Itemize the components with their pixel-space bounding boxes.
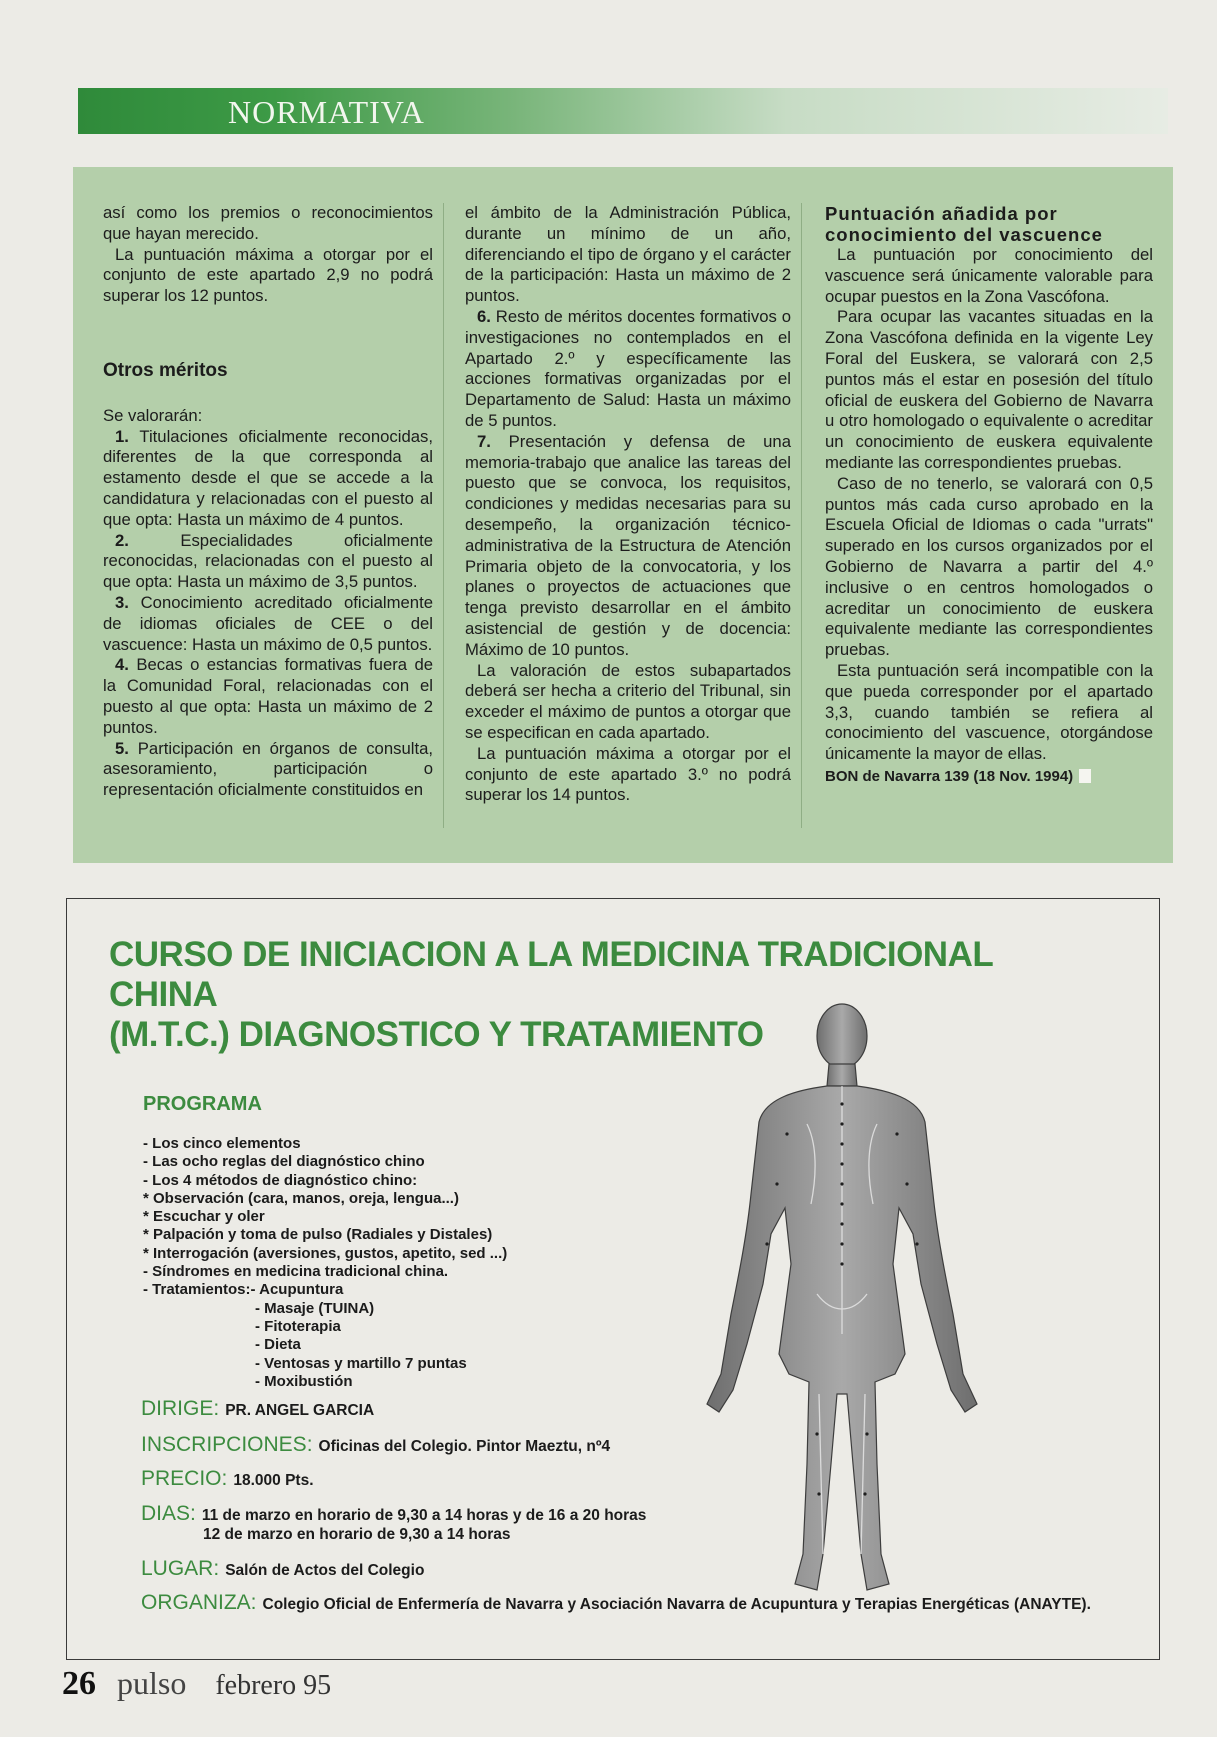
info-value: PR. ANGEL GARCIA [225, 1402, 375, 1419]
list-item [465, 432, 791, 661]
paragraph: así como los premios o reconocimientos que hayan merecido. [103, 203, 433, 243]
item-text: Titulaciones oficialmente reconocidas, diferentes de la que corresponda al estamento desde el que se accede a la candidatura y relacionadas con el puesto al que opta: Hasta un máximo de 4 puntos. [103, 426, 433, 529]
item-number: 4. [115, 655, 129, 675]
info-label: PRECIO: [141, 1467, 228, 1490]
item-number: 6. [477, 306, 491, 326]
list-item [103, 739, 433, 801]
section-header-bar [78, 88, 1168, 134]
paragraph: Caso de no tenerlo, se valorará con 0,5 puntos más cada curso aprobado en la Escuela Oficial de Idiomas o cada "urrats" superado en los cursos organizados por el Gobierno de Navarra a partir del 4.º inclusive o en centros homologados o acreditar un conocimiento de euskera equivalente mediante las correspondientes pruebas. [825, 473, 1153, 660]
item-number: 5. [115, 738, 129, 758]
paragraph: Para ocupar las vacantes situadas en la Zona Vascófona definida en la vigente Ley Foral del Euskera, se valorará con 2,5 puntos más el estar en posesión del título oficial de euskera del Gobierno de Navarra u otro homologado o equivalente o acreditar un conocimiento de euskera equivalente mediante las correspondientes pruebas. [825, 307, 1153, 472]
item-text: Resto de méritos docentes formativos o investigaciones no contemplados en el Apartado 2.º y específicamente las acciones formativas organizadas por el Departamento de Salud: Hasta un máximo de 5 puntos. [465, 306, 791, 430]
section-title: NORMATIVA [228, 94, 425, 130]
list-item [465, 307, 791, 432]
item-number: 1. [115, 426, 129, 446]
text-column-2 [465, 203, 791, 806]
course-title-line-2: (M.T.C.) DIAGNOSTICO Y TRATAMIENTO [109, 1015, 764, 1054]
regulation-text-box [73, 167, 1173, 863]
paragraph: La puntuación máxima a otorgar por el conjunto de este apartado 2,9 no podrá superar los 12 puntos. [103, 244, 433, 306]
issue-date: febrero 95 [215, 1670, 332, 1701]
list-item [103, 593, 433, 655]
info-value: 11 de marzo en horario de 9,30 a 14 horas y de 16 a 20 horas [201, 1507, 647, 1524]
item-number: 7. [477, 431, 491, 451]
page-footer [62, 1665, 331, 1703]
info-label: INSCRIPCIONES: [141, 1433, 313, 1456]
treatment-item: - Dieta [255, 1336, 301, 1354]
item-text: Especialidades oficialmente reconocidas, relacionadas con el puesto al que opta: Hasta un máximo de 3,5 puntos. [103, 530, 433, 592]
paragraph: La valoración de estos subapartados deberá ser hecha a criterio del Tribunal, sin exceder el máximo de puntos a otorgar que se especifican en cada apartado. [465, 660, 791, 742]
source-citation: BON de Navarra 139 (18 Nov. 1994) [825, 767, 1153, 788]
info-lugar [141, 1557, 424, 1581]
program-heading: PROGRAMA [143, 1093, 262, 1115]
list-item [103, 427, 433, 531]
column-divider [801, 203, 802, 828]
list-item [103, 655, 433, 738]
program-item: * Interrogación (aversiones, gustos, apetito, sed ...) [143, 1244, 508, 1262]
subheading-otros-meritos: Otros méritos [103, 359, 228, 381]
program-item: * Observación (cara, manos, oreja, lengua...) [143, 1189, 459, 1207]
treatment-item: - Ventosas y martillo 7 puntas [255, 1354, 467, 1372]
info-value: 18.000 Pts. [233, 1472, 314, 1489]
info-precio [141, 1467, 314, 1491]
program-item: * Escuchar y oler [143, 1208, 265, 1226]
info-value: Salón de Actos del Colegio [225, 1562, 425, 1579]
program-item: - Las ocho reglas del diagnóstico chino [143, 1153, 425, 1171]
info-organiza [141, 1591, 1091, 1615]
course-advertisement [66, 898, 1160, 1660]
info-label: DIAS: [141, 1502, 196, 1525]
item-number: 2. [115, 530, 129, 550]
item-text: Conocimiento acreditado oficialmente de idiomas oficiales de CEE o del vascuence: Hasta un máximo de 0,5 puntos. [103, 592, 434, 654]
list-item [103, 531, 433, 593]
program-item: - Tratamientos:- Acupuntura [143, 1281, 344, 1299]
course-title-line-1: CURSO DE INICIACION A LA MEDICINA TRADICIONAL CHINA [109, 935, 993, 1014]
treatment-item: - Masaje (TUINA) [255, 1299, 375, 1317]
info-dirige [141, 1397, 374, 1421]
info-inscripciones [141, 1433, 610, 1457]
magazine-name: pulso [117, 1665, 187, 1701]
info-dias [141, 1502, 646, 1543]
info-value: Colegio Oficial de Enfermería de Navarra y Asociación Navarra de Acupuntura y Terapias Energéticas (ANAYTE). [262, 1596, 1091, 1613]
info-label: ORGANIZA: [141, 1591, 257, 1614]
paragraph: Se valorarán: [103, 405, 203, 425]
column-divider [443, 203, 444, 828]
info-label: DIRIGE: [141, 1397, 220, 1420]
paragraph: La puntuación máxima a otorgar por el conjunto de este apartado 3.º no podrá superar los 14 puntos. [465, 743, 791, 805]
treatment-item: - Moxibustión [255, 1372, 353, 1390]
item-number: 3. [115, 592, 129, 612]
text-column-3 [825, 203, 1153, 788]
program-item: - Síndromes en medicina tradicional china. [143, 1263, 449, 1281]
program-item: - Los 4 métodos de diagnóstico chino: [143, 1171, 418, 1189]
acupuncture-body-figure-illustration [667, 994, 1017, 1604]
end-mark [1079, 769, 1091, 783]
text-column-1 [103, 203, 433, 801]
subheading-line-1: Puntuación añadida por [825, 203, 1058, 224]
paragraph: el ámbito de la Administración Pública, durante un mínimo de un año, diferenciando el tipo de órgano y el carácter de la participación: Hasta un máximo de 2 puntos. [465, 203, 791, 306]
program-list [143, 1135, 613, 1391]
item-text: Presentación y defensa de una memoria-trabajo que analice las tareas del puesto que se convoca, los requisitos, condiciones y medidas necesarias para su desempeño, la organización técnico-administrativa de la Estructura de Atención Primaria objeto de la convocatoria, y los planes o proyectos de actuaciones que tenga previsto desarrollar en el ámbito asistencial de gestión y de docencia: Máximo de 10 puntos. [465, 431, 791, 659]
info-label: LUGAR: [141, 1557, 220, 1580]
info-value-line-2: 12 de marzo en horario de 9,30 a 14 horas [203, 1526, 511, 1543]
paragraph: Esta puntuación será incompatible con la que pueda corresponder por el apartado 3,3, cuando también se refiera al conocimiento del vascuence, otorgándose únicamente la mayor de ellas. [825, 660, 1153, 764]
item-text: Becas o estancias formativas fuera de la Comunidad Foral, relacionadas con el puesto al que opta: Hasta un máximo de 2 puntos. [103, 655, 434, 737]
subheading-line-2: conocimiento del vascuence [825, 224, 1103, 245]
program-item: - Los cinco elementos [143, 1135, 301, 1152]
paragraph: La puntuación por conocimiento del vascuence será únicamente valorable para ocupar puestos en la Zona Vascófona. [825, 245, 1153, 306]
item-text: Participación en órganos de consulta, asesoramiento, participación o representación oficialmente constituidos en [103, 738, 433, 800]
page-number: 26 [62, 1665, 96, 1702]
info-value: Oficinas del Colegio. Pintor Maeztu, nº4 [318, 1438, 611, 1455]
program-item: * Palpación y toma de pulso (Radiales y Distales) [143, 1226, 493, 1244]
treatment-item: - Fitoterapia [255, 1317, 341, 1335]
